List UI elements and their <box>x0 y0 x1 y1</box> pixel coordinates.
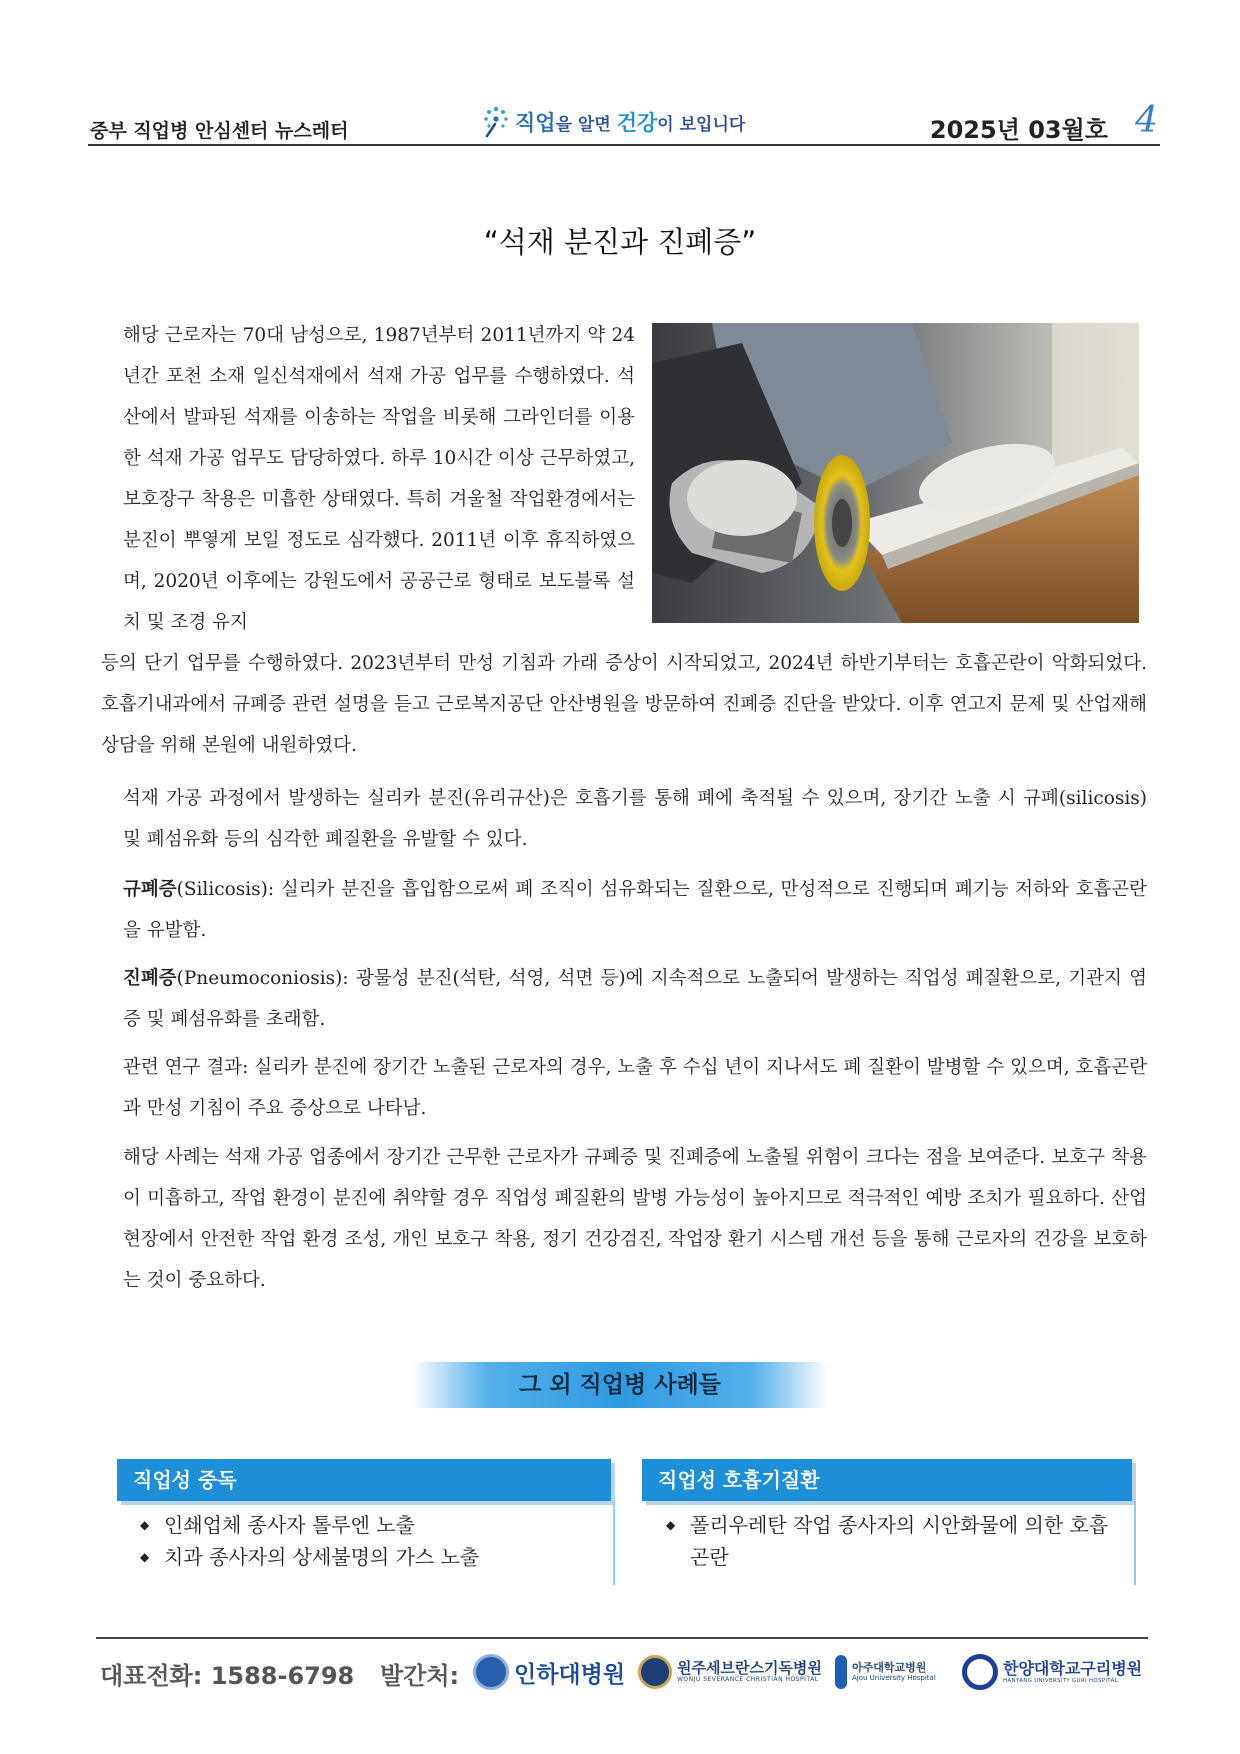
pneumoconiosis-text: (Pneumoconiosis): 광물성 분진(석탄, 석영, 석면 등)에 지속적으로 노출되어 발생하는 직업성 폐질환으로, 기관지 염증 및 폐섬유화를 초래함. <box>123 968 1147 1030</box>
slogan-part4: 이 보입니다 <box>657 115 746 135</box>
publisher-label: 발간처: <box>380 1662 460 1690</box>
org-name: 원주세브란스기독병원 <box>677 1658 822 1677</box>
sparkle-dots-icon <box>481 104 511 138</box>
conclusion-paragraph: 해당 사례는 석재 가공 업종에서 장기간 근무한 근로자가 규폐증 및 진폐증에 노출될 위험이 크다는 점을 보여준다. 보호구 착용이 미흡하고, 작업 환경이 분진에 취약할 경우 직업성 폐질환의 발병 가능성이 높아지므로 적극적인 예방 조치가 필요하다. 산업 현장에서 안전한 작업 환경 조성, 개인 보호구 착용, 정기 건강검진, 작업장 환기 시스템 개선 등을 통해 근로자의 건강을 보호하는 것이 중요하다. <box>123 1147 1147 1291</box>
page-header <box>88 96 1160 146</box>
silicosis-text: (Silicosis): 실리카 분진을 흡입함으로써 폐 조직이 섬유화되는 질환으로, 만성적으로 진행되며 폐기능 저하와 호흡곤란을 유발함. <box>123 879 1147 941</box>
case-paragraph-continued: 등의 단기 업무를 수행하였다. 2023년부터 만성 기침과 가래 증상이 시작되었고, 2024년 하반기부터는 호흡곤란이 악화되었다. 호흡기내과에서 규폐증 관련 설명을 듣고 근로복지공단 안산병원을 방문하여 진폐증 진단을 받았다. 이후 연고지 문제 및 산업재해 상담을 위해 본원에 내원하였다. <box>101 653 1147 756</box>
stone-grinding-photo <box>652 323 1139 623</box>
list-item: ◆ 치과 종사자의 상세불명의 가스 노출 <box>140 1541 600 1573</box>
slogan-part3: 건강 <box>616 111 658 135</box>
article-title: “석재 분진과 진폐증” <box>483 225 757 259</box>
contact-phone: 대표전화: 1588-6798 <box>100 1662 355 1690</box>
case-list-toxic <box>140 1509 600 1573</box>
pneumoconiosis-definition <box>101 958 1147 1040</box>
ajou-emblem-icon <box>835 1655 847 1689</box>
severance-emblem-icon <box>638 1655 672 1689</box>
org-hanyang-guri <box>962 1650 1142 1694</box>
inha-emblem-icon <box>473 1654 509 1690</box>
silicosis-label: 규폐증 <box>123 879 177 900</box>
org-name: 아주대학교병원 <box>852 1660 927 1674</box>
case-box-title-toxic: 직업성 중독 <box>117 1459 611 1501</box>
slogan-part2: 을 알면 <box>555 115 617 135</box>
page-number: 4 <box>1135 100 1158 141</box>
org-subname: Ajou University Hospital <box>852 1674 936 1683</box>
org-wonju-severance <box>638 1650 822 1694</box>
footer-divider <box>96 1637 1148 1639</box>
silica-paragraph: 석재 가공 과정에서 발생하는 실리카 분진(유리규산)은 호흡기를 통해 폐에 축적될 수 있으며, 장기간 노출 시 규폐(silicosis) 및 폐섬유화 등의 심각한 폐질환을 유발할 수 있다. <box>123 788 1147 850</box>
case-paragraph-wrap: 해당 근로자는 70대 남성으로, 1987년부터 2011년까지 약 24년간 포천 소재 일신석재에서 석재 가공 업무를 수행하였다. 석산에서 발파된 석재를 이송하는 작업을 비롯해 그라인더를 이용한 석재 가공 업무도 담당하였다. 하루 10시간 이상 근무하였고, 보호장구 착용은 미흡한 상태였다. 특히 겨울철 작업환경에서는 분진이 뿌옇게 보일 정도로 심각했다. 2011년 이후 휴직하였으며, 2020년 이후에는 강원도에서 공공근로 형태로 보도블록 설치 및 조경 유지 <box>123 325 635 633</box>
org-subname: WONJU SEVERANCE CHRISTIAN HOSPITAL <box>677 1676 819 1684</box>
silicosis-definition <box>101 869 1147 951</box>
photo-illustration <box>652 323 1139 623</box>
section-banner: 그 외 직업병 사례들 <box>412 1362 828 1408</box>
case-list-respiratory <box>666 1509 1126 1573</box>
org-ajou <box>835 1650 936 1694</box>
list-item: ◆ 폴리우레탄 작업 종사자의 시안화물에 의한 호흡곤란 <box>666 1509 1126 1573</box>
org-subname: HANYANG UNIVERSITY GURI HOSPITAL <box>1003 1678 1118 1685</box>
issue-date: 2025년 03월호 <box>929 116 1108 144</box>
case-box-title-respiratory: 직업성 호흡기질환 <box>642 1459 1132 1501</box>
page-footer <box>100 1648 1150 1698</box>
hanyang-emblem-icon <box>962 1654 998 1690</box>
list-item: ◆ 인쇄업체 종사자 톨루엔 노출 <box>140 1509 600 1541</box>
newsletter-name: 중부 직업병 안심센터 뉴스레터 <box>90 120 349 142</box>
org-inha <box>473 1650 625 1694</box>
research-paragraph: 관련 연구 결과: 실리카 분진에 장기간 노출된 근로자의 경우, 노출 후 수십 년이 지나서도 폐 질환이 발병할 수 있으며, 호흡곤란과 만성 기침이 주요 증상으로 나타남. <box>123 1057 1147 1119</box>
org-name: 한양대학교구리병원 <box>1003 1658 1143 1678</box>
pneumoconiosis-label: 진폐증 <box>123 968 177 989</box>
slogan-part1: 직업 <box>515 111 556 135</box>
slogan-logo <box>481 104 745 138</box>
org-name: 인하대병원 <box>514 1661 626 1688</box>
